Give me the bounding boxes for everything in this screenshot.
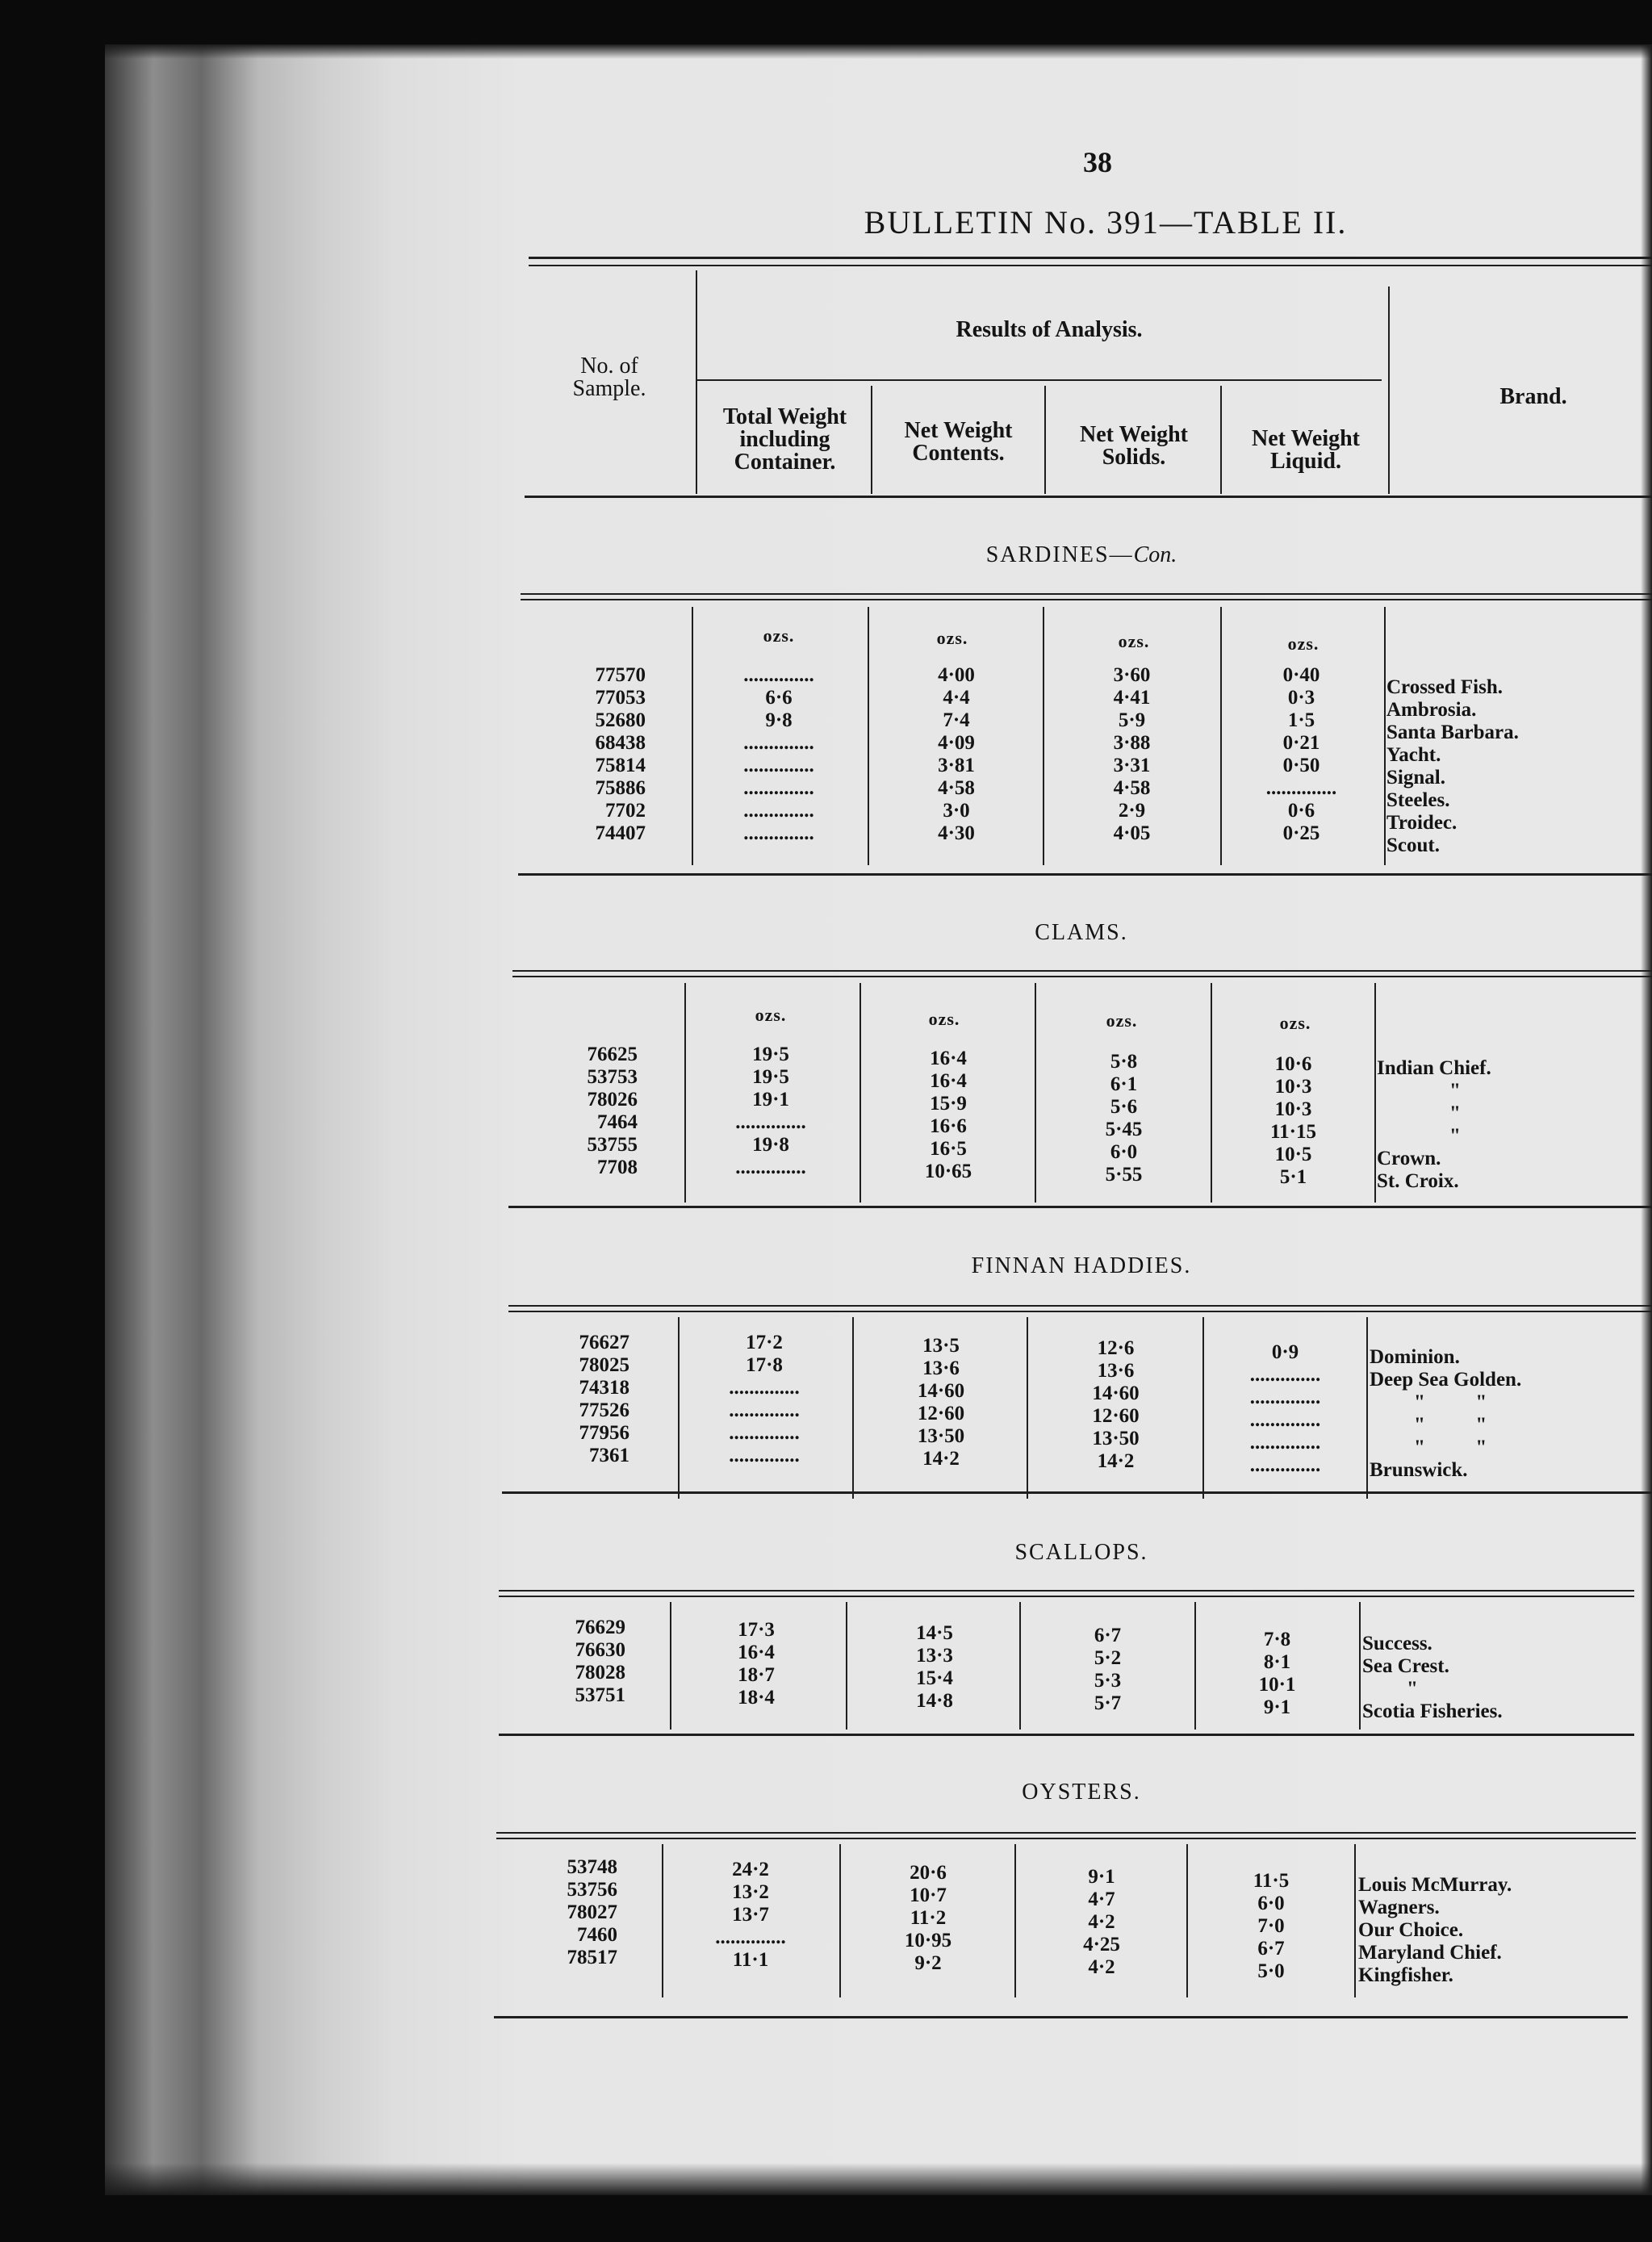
cell-liquid: 0·3 <box>1287 687 1315 709</box>
header-brand: Brand. <box>1499 384 1567 409</box>
header-net-liquid: Net Weight Liquid. <box>1251 426 1361 474</box>
page-top-shadow <box>105 44 1652 59</box>
col-divider <box>1384 607 1386 865</box>
cell-sample: 77053 <box>595 687 646 709</box>
cell-sample: 76629 <box>575 1617 625 1638</box>
header-divider-2 <box>871 386 872 494</box>
cell-brand: Dominion. <box>1370 1346 1460 1368</box>
cell-brand: Steeles. <box>1386 789 1450 811</box>
cell-liquid: 8·1 <box>1263 1651 1291 1673</box>
col-divider <box>839 1844 841 1997</box>
cell-sample: 77526 <box>579 1399 629 1421</box>
table-bottom-rule <box>494 2016 1628 2018</box>
cell-contents: 10·65 <box>924 1161 972 1182</box>
cell-contents: 10·95 <box>904 1930 952 1951</box>
cell-total: 17·3 <box>738 1619 775 1641</box>
cell-sample: 74318 <box>579 1377 629 1399</box>
cell-total: 16·4 <box>738 1642 775 1663</box>
cell-liquid: 11·15 <box>1270 1121 1316 1143</box>
col-divider <box>684 983 686 1203</box>
col-brand <box>1377 1057 1643 1193</box>
section-top-rule <box>521 593 1652 595</box>
cell-total: .............. <box>729 1422 800 1444</box>
cell-sample: 52680 <box>595 709 646 731</box>
cell-contents: 13·3 <box>916 1645 953 1667</box>
cell-contents: 13·6 <box>922 1357 960 1379</box>
cell-sample: 75886 <box>595 777 646 799</box>
cell-liquid: .............. <box>1249 1364 1321 1386</box>
cell-total: .............. <box>743 822 814 844</box>
cell-contents: 10·7 <box>910 1884 947 1906</box>
col-divider <box>1027 1317 1028 1499</box>
cell-total: 19·8 <box>752 1134 789 1156</box>
cell-contents: 4·09 <box>938 732 975 754</box>
col-contents <box>854 1622 1015 1713</box>
cell-brand: " <box>1449 1080 1461 1102</box>
cell-brand: Maryland Chief. <box>1358 1942 1502 1964</box>
cell-liquid: .............. <box>1265 777 1337 799</box>
cell-sample: 78517 <box>567 1947 617 1968</box>
cell-contents: 16·4 <box>930 1070 967 1092</box>
col-divider <box>868 607 869 865</box>
col-brand <box>1358 1874 1637 1987</box>
cell-brand: Signal. <box>1386 767 1445 788</box>
col-divider <box>1043 607 1044 865</box>
col-liquid <box>1223 664 1380 845</box>
cell-brand: Brunswick. <box>1370 1459 1468 1481</box>
cell-solids: 5·7 <box>1094 1692 1122 1714</box>
section-title-text: OYSTERS. <box>1022 1780 1141 1805</box>
cell-sample: 78026 <box>587 1089 638 1111</box>
col-liquid <box>1215 1053 1372 1189</box>
cell-solids: 12·60 <box>1092 1405 1140 1427</box>
cell-liquid: .............. <box>1249 1454 1321 1476</box>
col-divider <box>678 1317 680 1499</box>
cell-contents: 4·4 <box>943 687 970 709</box>
section-title-text: SCALLOPS. <box>1014 1540 1148 1565</box>
cell-contents: 14·2 <box>922 1448 960 1470</box>
col-total <box>690 1044 851 1179</box>
cell-brand: Ambrosia. <box>1386 699 1477 721</box>
col-solids <box>1021 1866 1182 1979</box>
cell-solids: 13·50 <box>1092 1428 1140 1449</box>
cell-liquid: 10·6 <box>1274 1053 1312 1075</box>
cell-sample: 53753 <box>587 1066 638 1088</box>
section-title-text: SARDINES— <box>985 542 1134 567</box>
cell-solids: 4·58 <box>1113 777 1151 799</box>
cell-total: 13·7 <box>732 1904 769 1926</box>
col-divider <box>1354 1844 1356 1997</box>
col-divider <box>1035 983 1036 1203</box>
cell-solids: 6·1 <box>1110 1073 1138 1095</box>
col-divider <box>1359 1602 1361 1730</box>
cell-brand: Success. <box>1362 1633 1432 1654</box>
units-solids: ozs. <box>1118 631 1150 651</box>
col-sample <box>533 664 646 845</box>
cell-sample: 74407 <box>595 822 646 844</box>
col-solids <box>1041 1051 1207 1186</box>
cell-brand: Troidec. <box>1386 812 1458 834</box>
cell-contents: 15·9 <box>930 1093 967 1115</box>
section-title-text: CLAMS. <box>1035 920 1128 945</box>
cell-contents: 14·8 <box>916 1690 953 1712</box>
cell-solids: 4·05 <box>1113 822 1151 844</box>
cell-total: 19·1 <box>752 1089 789 1111</box>
col-sample <box>525 1044 638 1179</box>
cell-contents: 14·5 <box>916 1622 953 1644</box>
cell-total: 17·8 <box>746 1354 783 1376</box>
cell-liquid: 0·21 <box>1282 732 1320 754</box>
cell-total: 6·6 <box>765 687 793 709</box>
section-top-rule <box>496 1832 1636 1834</box>
cell-liquid: 5·1 <box>1279 1166 1307 1188</box>
cell-total: 18·4 <box>738 1687 775 1709</box>
cell-solids: 5·2 <box>1094 1647 1122 1669</box>
cell-liquid: 11·5 <box>1253 1870 1290 1892</box>
cell-total: .............. <box>743 755 814 776</box>
cell-sample: 53751 <box>575 1684 625 1706</box>
header-divider-3 <box>1044 386 1046 494</box>
cell-solids: 5·45 <box>1105 1119 1143 1140</box>
cell-sample: 76627 <box>579 1332 629 1353</box>
cell-brand: Scotia Fisheries. <box>1362 1700 1503 1722</box>
cell-liquid: .............. <box>1249 1387 1321 1408</box>
section-top-rule <box>508 1305 1652 1307</box>
col-solids <box>1049 664 1215 845</box>
cell-brand: Sea Crest. <box>1362 1655 1449 1677</box>
cell-brand: " <box>1449 1125 1461 1147</box>
cell-total: 9·8 <box>765 709 793 731</box>
cell-contents: 3·81 <box>938 755 975 776</box>
cell-sample: 77570 <box>595 664 646 686</box>
header-total-weight: Total Weight including Container. <box>722 404 847 475</box>
cell-sample: 7460 <box>577 1924 617 1946</box>
cell-contents: 3·0 <box>943 800 970 822</box>
col-contents <box>876 664 1037 845</box>
section-bottom-rule <box>508 1206 1652 1208</box>
cell-sample: 77956 <box>579 1422 629 1444</box>
col-divider <box>1374 983 1376 1203</box>
col-liquid <box>1198 1629 1356 1719</box>
cell-brand: " <box>1407 1678 1418 1700</box>
cell-total: .............. <box>743 800 814 822</box>
col-total <box>698 664 859 845</box>
section-top-rule-2 <box>496 1838 1636 1839</box>
page-number: 38 <box>1083 146 1112 178</box>
header-divider-5 <box>1388 287 1390 494</box>
cell-total: .............. <box>735 1157 806 1178</box>
cell-contents: 16·5 <box>930 1138 967 1160</box>
page-title: BULLETIN No. 391—TABLE II. <box>864 204 1348 241</box>
col-divider <box>1194 1602 1196 1730</box>
cell-total: 18·7 <box>738 1664 775 1686</box>
cell-brand: Indian Chief. <box>1377 1057 1491 1079</box>
header-sample-no: No. of Sample. <box>572 353 646 401</box>
cell-liquid: 0·25 <box>1282 822 1320 844</box>
cell-contents: 13·5 <box>922 1335 960 1357</box>
col-divider <box>1220 607 1222 865</box>
cell-solids: 5·6 <box>1110 1096 1138 1118</box>
cell-contents: 20·6 <box>910 1862 947 1884</box>
section-bottom-rule <box>518 873 1652 876</box>
col-contents <box>868 1048 1029 1183</box>
section-title-finnan-haddies <box>517 1253 1646 1279</box>
col-divider <box>692 607 693 865</box>
col-divider <box>1014 1844 1016 1997</box>
cell-liquid: 0·40 <box>1282 664 1320 686</box>
cell-solids: 9·1 <box>1088 1866 1115 1888</box>
section-title-sardines <box>517 542 1646 568</box>
col-divider <box>852 1317 854 1499</box>
col-divider <box>670 1602 671 1730</box>
col-divider <box>1019 1602 1021 1730</box>
header-bottom-rule <box>525 496 1652 498</box>
cell-liquid: 7·8 <box>1263 1629 1291 1650</box>
cell-contents: 15·4 <box>916 1667 953 1689</box>
cell-solids: 3·31 <box>1113 755 1151 776</box>
cell-contents: 11·2 <box>910 1907 947 1929</box>
cell-brand: " <box>1449 1102 1461 1124</box>
cell-total: .............. <box>715 1926 786 1948</box>
cell-brand: " " <box>1414 1391 1487 1413</box>
cell-solids: 2·9 <box>1118 800 1146 822</box>
cell-brand: Our Choice. <box>1358 1919 1464 1941</box>
cell-solids: 5·9 <box>1118 709 1146 731</box>
cell-solids: 14·60 <box>1092 1382 1140 1404</box>
cell-sample: 53748 <box>567 1856 617 1878</box>
col-divider <box>1211 983 1212 1203</box>
results-group-rule <box>696 379 1382 381</box>
cell-brand: Santa Barbara. <box>1386 722 1519 743</box>
cell-total: 19·5 <box>752 1044 789 1065</box>
col-total <box>675 1619 837 1709</box>
col-solids <box>1025 1625 1190 1715</box>
cell-contents: 4·58 <box>938 777 975 799</box>
section-top-rule-2 <box>499 1596 1634 1597</box>
cell-sample: 53756 <box>567 1879 617 1901</box>
col-divider <box>1202 1317 1204 1499</box>
cell-liquid: 0·9 <box>1271 1341 1299 1363</box>
header-net-solids: Net Weight Solids. <box>1079 422 1189 470</box>
col-liquid <box>1190 1870 1352 1983</box>
cell-liquid: 10·3 <box>1274 1076 1312 1098</box>
cell-solids: 4·2 <box>1088 1911 1115 1933</box>
cell-total: 13·2 <box>732 1881 769 1903</box>
units-contents: ozs. <box>928 1009 960 1029</box>
cell-brand: Crossed Fish. <box>1386 676 1504 698</box>
col-brand <box>1370 1346 1644 1482</box>
cell-brand: Kingfisher. <box>1358 1964 1453 1986</box>
cell-sample: 7361 <box>589 1445 629 1466</box>
units-total: ozs. <box>755 1005 787 1025</box>
cell-liquid: .............. <box>1249 1409 1321 1431</box>
col-brand <box>1386 676 1645 857</box>
cell-solids: 14·2 <box>1097 1450 1135 1472</box>
cell-total: .............. <box>735 1111 806 1133</box>
cell-total: .............. <box>743 777 814 799</box>
header-divider-4 <box>1220 386 1222 494</box>
col-contents <box>860 1335 1022 1470</box>
cell-liquid: 0·6 <box>1287 800 1315 822</box>
col-liquid <box>1207 1341 1364 1477</box>
cell-contents: 9·2 <box>914 1952 942 1974</box>
cell-solids: 4·7 <box>1088 1889 1115 1910</box>
col-solids <box>1033 1337 1198 1473</box>
units-contents: ozs. <box>936 628 968 648</box>
cell-solids: 4·2 <box>1088 1956 1115 1978</box>
col-divider <box>1186 1844 1188 1997</box>
cell-brand: Louis McMurray. <box>1358 1874 1512 1896</box>
cell-liquid: 5·0 <box>1257 1960 1285 1982</box>
cell-brand: St. Croix. <box>1377 1170 1459 1192</box>
cell-solids: 5·8 <box>1110 1051 1138 1073</box>
col-divider <box>859 983 861 1203</box>
col-total <box>670 1859 831 1972</box>
cell-sample: 78028 <box>575 1662 625 1684</box>
page-bottom-shadow <box>105 2163 1652 2195</box>
cell-liquid: 10·1 <box>1258 1674 1296 1696</box>
cell-liquid: 7·0 <box>1257 1915 1285 1937</box>
cell-brand: Deep Sea Golden. <box>1370 1369 1522 1391</box>
cell-total: .............. <box>743 732 814 754</box>
cell-total: 19·5 <box>752 1066 789 1088</box>
cell-total: 24·2 <box>732 1859 769 1880</box>
cell-liquid: 6·7 <box>1257 1938 1285 1960</box>
cell-solids: 13·6 <box>1097 1360 1135 1382</box>
cell-liquid: 1·5 <box>1287 709 1315 731</box>
cell-sample: 53755 <box>587 1134 638 1156</box>
header-net-contents: Net Weight Contents. <box>904 418 1013 466</box>
col-total <box>684 1332 845 1467</box>
cell-total: 17·2 <box>746 1332 783 1353</box>
cell-contents: 13·50 <box>917 1425 965 1447</box>
header-results-group: Results of Analysis. <box>956 317 1143 342</box>
cell-liquid: .............. <box>1249 1432 1321 1454</box>
cell-liquid: 9·1 <box>1263 1696 1291 1718</box>
cell-sample: 68438 <box>595 732 646 754</box>
col-sample <box>512 1617 625 1707</box>
section-title-oysters <box>517 1780 1646 1805</box>
col-divider <box>846 1602 847 1730</box>
cell-contents: 12·60 <box>917 1403 965 1424</box>
cell-solids: 5·55 <box>1105 1164 1143 1186</box>
col-sample <box>517 1332 629 1467</box>
col-contents <box>847 1862 1009 1975</box>
cell-contents: 4·30 <box>938 822 975 844</box>
cell-solids: 6·7 <box>1094 1625 1122 1646</box>
cell-contents: 16·6 <box>930 1115 967 1137</box>
section-top-rule <box>499 1590 1634 1592</box>
col-brand <box>1362 1633 1637 1723</box>
cell-brand: Scout. <box>1386 834 1440 856</box>
cell-total: .............. <box>743 664 814 686</box>
units-liquid: ozs. <box>1279 1013 1311 1033</box>
section-top-rule-2 <box>508 1311 1652 1312</box>
cell-brand: Yacht. <box>1386 744 1441 766</box>
cell-sample: 76625 <box>587 1044 638 1065</box>
cell-sample: 75814 <box>595 755 646 776</box>
section-title-suffix: Con. <box>1133 542 1177 567</box>
cell-solids: 4·25 <box>1083 1934 1120 1955</box>
cell-sample: 78025 <box>579 1354 629 1376</box>
units-total: ozs. <box>763 625 795 646</box>
cell-brand: " " <box>1414 1437 1487 1458</box>
col-divider <box>662 1844 663 1997</box>
cell-solids: 3·60 <box>1113 664 1151 686</box>
cell-brand: " " <box>1414 1414 1487 1436</box>
cell-sample: 76630 <box>575 1639 625 1661</box>
cell-contents: 4·00 <box>938 664 975 686</box>
cell-sample: 7702 <box>605 800 646 822</box>
section-title-text: FINNAN HADDIES. <box>971 1253 1192 1278</box>
cell-solids: 6·0 <box>1110 1141 1138 1163</box>
cell-solids: 5·3 <box>1094 1670 1122 1692</box>
section-bottom-rule <box>502 1491 1652 1494</box>
units-liquid: ozs. <box>1287 634 1320 654</box>
units-solids: ozs. <box>1106 1010 1138 1031</box>
cell-solids: 12·6 <box>1097 1337 1135 1359</box>
section-title-clams <box>517 920 1646 946</box>
cell-liquid: 0·50 <box>1282 755 1320 776</box>
header-top-rule <box>529 257 1652 259</box>
cell-contents: 14·60 <box>917 1380 965 1402</box>
cell-brand: Crown. <box>1377 1148 1441 1169</box>
cell-total: .............. <box>729 1399 800 1421</box>
cell-sample: 7708 <box>597 1157 638 1178</box>
header-divider-1 <box>696 270 697 494</box>
header-top-rule-inner <box>529 265 1652 266</box>
cell-contents: 7·4 <box>943 709 970 731</box>
cell-liquid: 6·0 <box>1257 1893 1285 1914</box>
col-divider <box>1366 1317 1368 1499</box>
cell-sample: 78027 <box>567 1901 617 1923</box>
section-top-rule <box>512 970 1652 972</box>
cell-sample: 7464 <box>597 1111 638 1133</box>
cell-solids: 3·88 <box>1113 732 1151 754</box>
cell-total: .............. <box>729 1377 800 1399</box>
col-sample <box>504 1856 617 1969</box>
section-title-scallops <box>517 1540 1646 1566</box>
section-top-rule-2 <box>512 976 1652 977</box>
cell-solids: 4·41 <box>1113 687 1151 709</box>
cell-liquid: 10·5 <box>1274 1144 1312 1165</box>
cell-total: 11·1 <box>732 1949 769 1971</box>
section-top-rule-2 <box>521 599 1652 600</box>
cell-contents: 16·4 <box>930 1048 967 1069</box>
cell-total: .............. <box>729 1445 800 1466</box>
cell-liquid: 10·3 <box>1274 1098 1312 1120</box>
section-bottom-rule <box>499 1734 1634 1736</box>
cell-brand: Wagners. <box>1358 1897 1440 1918</box>
